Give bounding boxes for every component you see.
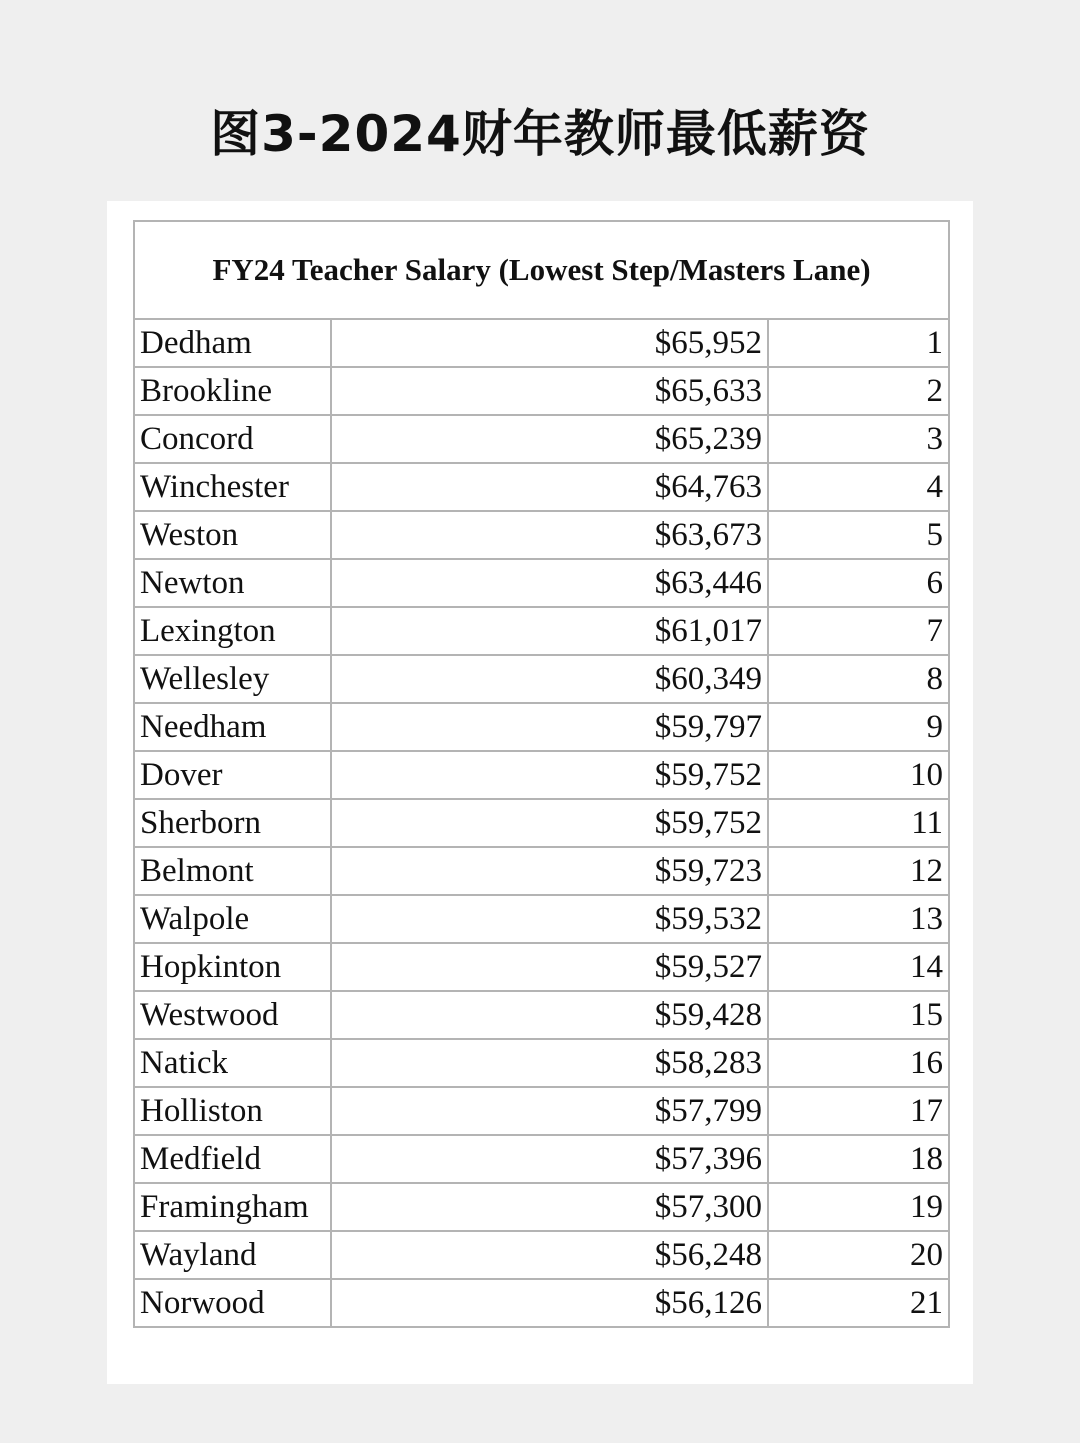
table-row (134, 1183, 949, 1231)
table-row (134, 799, 949, 847)
salary-cell: $65,952 (331, 319, 768, 367)
table-row (134, 607, 949, 655)
salary-cell: $63,446 (331, 559, 768, 607)
rank-cell: 10 (768, 751, 949, 799)
city-cell: Dover (134, 751, 331, 799)
rank-cell: 8 (768, 655, 949, 703)
salary-cell: $56,248 (331, 1231, 768, 1279)
city-cell: Natick (134, 1039, 331, 1087)
city-cell: Needham (134, 703, 331, 751)
city-cell: Medfield (134, 1135, 331, 1183)
rank-cell: 3 (768, 415, 949, 463)
salary-cell: $59,723 (331, 847, 768, 895)
table-row (134, 703, 949, 751)
rank-cell: 13 (768, 895, 949, 943)
city-cell: Weston (134, 511, 331, 559)
table-row (134, 847, 949, 895)
salary-cell: $59,532 (331, 895, 768, 943)
salary-cell: $57,300 (331, 1183, 768, 1231)
rank-cell: 6 (768, 559, 949, 607)
table-header-row (134, 221, 949, 319)
city-cell: Wayland (134, 1231, 331, 1279)
rank-cell: 1 (768, 319, 949, 367)
salary-cell: $61,017 (331, 607, 768, 655)
rank-cell: 9 (768, 703, 949, 751)
city-cell: Sherborn (134, 799, 331, 847)
rank-cell: 15 (768, 991, 949, 1039)
salary-table (133, 220, 950, 1328)
salary-cell: $59,752 (331, 799, 768, 847)
table-row (134, 655, 949, 703)
city-cell: Concord (134, 415, 331, 463)
rank-cell: 11 (768, 799, 949, 847)
rank-cell: 4 (768, 463, 949, 511)
table-row (134, 943, 949, 991)
salary-cell: $59,752 (331, 751, 768, 799)
salary-cell: $59,527 (331, 943, 768, 991)
table-row (134, 1087, 949, 1135)
table-row (134, 751, 949, 799)
table-row (134, 559, 949, 607)
table-row (134, 1039, 949, 1087)
salary-cell: $64,763 (331, 463, 768, 511)
page-title: 图3-2024财年教师最低薪资 (210, 105, 870, 163)
table-row (134, 511, 949, 559)
table-row (134, 991, 949, 1039)
table-row (134, 463, 949, 511)
table-row (134, 319, 949, 367)
city-cell: Norwood (134, 1279, 331, 1327)
city-cell: Holliston (134, 1087, 331, 1135)
city-cell: Belmont (134, 847, 331, 895)
salary-cell: $60,349 (331, 655, 768, 703)
rank-cell: 5 (768, 511, 949, 559)
salary-cell: $65,239 (331, 415, 768, 463)
city-cell: Walpole (134, 895, 331, 943)
salary-cell: $63,673 (331, 511, 768, 559)
table-body (134, 319, 949, 1327)
rank-cell: 12 (768, 847, 949, 895)
rank-cell: 21 (768, 1279, 949, 1327)
city-cell: Framingham (134, 1183, 331, 1231)
rank-cell: 18 (768, 1135, 949, 1183)
salary-cell: $58,283 (331, 1039, 768, 1087)
rank-cell: 14 (768, 943, 949, 991)
city-cell: Lexington (134, 607, 331, 655)
salary-cell: $56,126 (331, 1279, 768, 1327)
table-row (134, 1135, 949, 1183)
rank-cell: 16 (768, 1039, 949, 1087)
rank-cell: 2 (768, 367, 949, 415)
salary-cell: $57,396 (331, 1135, 768, 1183)
table-card (107, 201, 973, 1384)
rank-cell: 7 (768, 607, 949, 655)
rank-cell: 20 (768, 1231, 949, 1279)
city-cell: Winchester (134, 463, 331, 511)
city-cell: Dedham (134, 319, 331, 367)
city-cell: Westwood (134, 991, 331, 1039)
salary-cell: $59,428 (331, 991, 768, 1039)
salary-cell: $59,797 (331, 703, 768, 751)
rank-cell: 19 (768, 1183, 949, 1231)
rank-cell: 17 (768, 1087, 949, 1135)
salary-cell: $57,799 (331, 1087, 768, 1135)
salary-cell: $65,633 (331, 367, 768, 415)
table-row (134, 367, 949, 415)
table-header: FY24 Teacher Salary (Lowest Step/Masters Lane) (134, 221, 949, 319)
table-row (134, 415, 949, 463)
city-cell: Brookline (134, 367, 331, 415)
table-row (134, 1279, 949, 1327)
city-cell: Hopkinton (134, 943, 331, 991)
city-cell: Newton (134, 559, 331, 607)
table-row (134, 895, 949, 943)
table-row (134, 1231, 949, 1279)
city-cell: Wellesley (134, 655, 331, 703)
